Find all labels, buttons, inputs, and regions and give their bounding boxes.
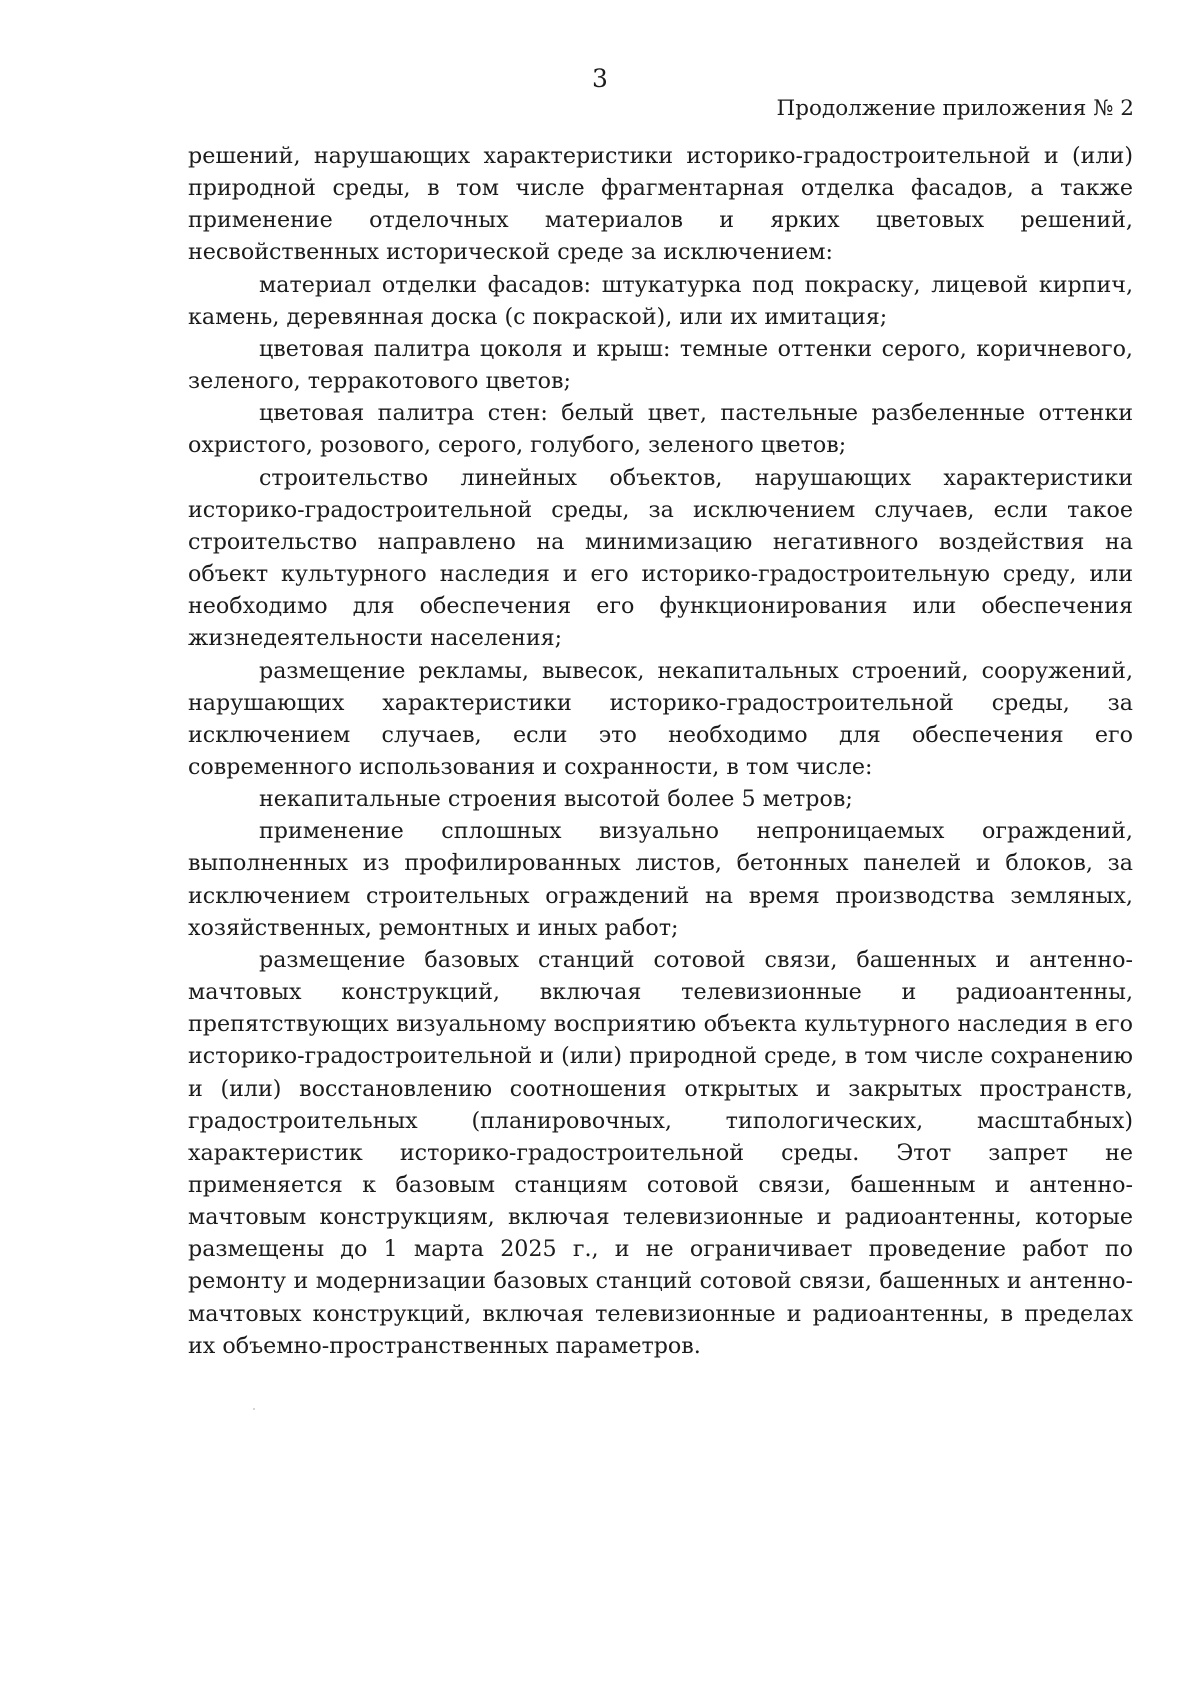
paragraph: некапитальные строения высотой более 5 метров; xyxy=(259,786,853,813)
scan-speck xyxy=(253,1408,255,1410)
paragraph: применение сплошных визуально непроницаемых ограждений, выполненных из профилированных листов, бетонных панелей и блоков, за исключением строительных ограждений на время производства земляных, хозяйственных, ремонтных и иных работ; xyxy=(188,818,1133,941)
paragraph: решений, нарушающих характеристики историко-градостроительной и (или) природной среды, в том числе фрагментарная отделка фасадов, а также применение отделочных материалов и ярких цветовых решений, несвойственных исторической среде за исключением: xyxy=(188,143,1133,266)
paragraph: строительство линейных объектов, нарушающих характеристики историко-градостроительной среды, за исключением случаев, если такое строительство направлено на минимизацию негативного воздействия на объект культурного наследия и его историко-градостроительную среду, или необходимо для обеспечения его функционирования или обеспечения жизнедеятельности населения; xyxy=(188,464,1133,652)
page-number: 3 xyxy=(592,64,608,93)
paragraph: материал отделки фасадов: штукатурка под покраску, лицевой кирпич, камень, деревянная доска (с покраской), или их имитация; xyxy=(188,271,1133,330)
document-body xyxy=(188,140,1133,1362)
paragraph: размещение базовых станций сотовой связи, башенных и антенно-мачтовых конструкций, включая телевизионные и радиоантенны, препятствующих визуальному восприятию объекта культурного наследия в его историко-градостроительной и (или) природной среде, в том числе сохранению и (или) восстановлению соотношения открытых и закрытых пространств, градостроительных (планировочных, типологических, масштабных) характеристик историко-градостроительной среды. Этот запрет не применяется к базовым станциям сотовой связи, башенным и антенно-мачтовым конструкциям, включая телевизионные и радиоантенны, которые размещены до 1 марта 2025 г., и не ограничивает проведение работ по ремонту и модернизации базовых станций сотовой связи, башенных и антенно-мачтовых конструкций, включая телевизионные и радиоантенны, в пределах их объемно-пространственных параметров. xyxy=(188,946,1133,1359)
paragraph: размещение рекламы, вывесок, некапитальных строений, сооружений, нарушающих характеристики историко-градостроительной среды, за исключением случаев, если это необходимо для обеспечения его современного использования и сохранности, в том числе: xyxy=(188,657,1133,780)
paragraph: цветовая палитра цоколя и крыш: темные оттенки серого, коричневого, зеленого, терракотового цветов; xyxy=(188,335,1133,395)
appendix-continuation-label: Продолжение приложения № 2 xyxy=(776,96,1134,121)
paragraph: цветовая палитра стен: белый цвет, пастельные разбеленные оттенки охристого, розового, серого, голубого, зеленого цветов; xyxy=(188,400,1133,459)
